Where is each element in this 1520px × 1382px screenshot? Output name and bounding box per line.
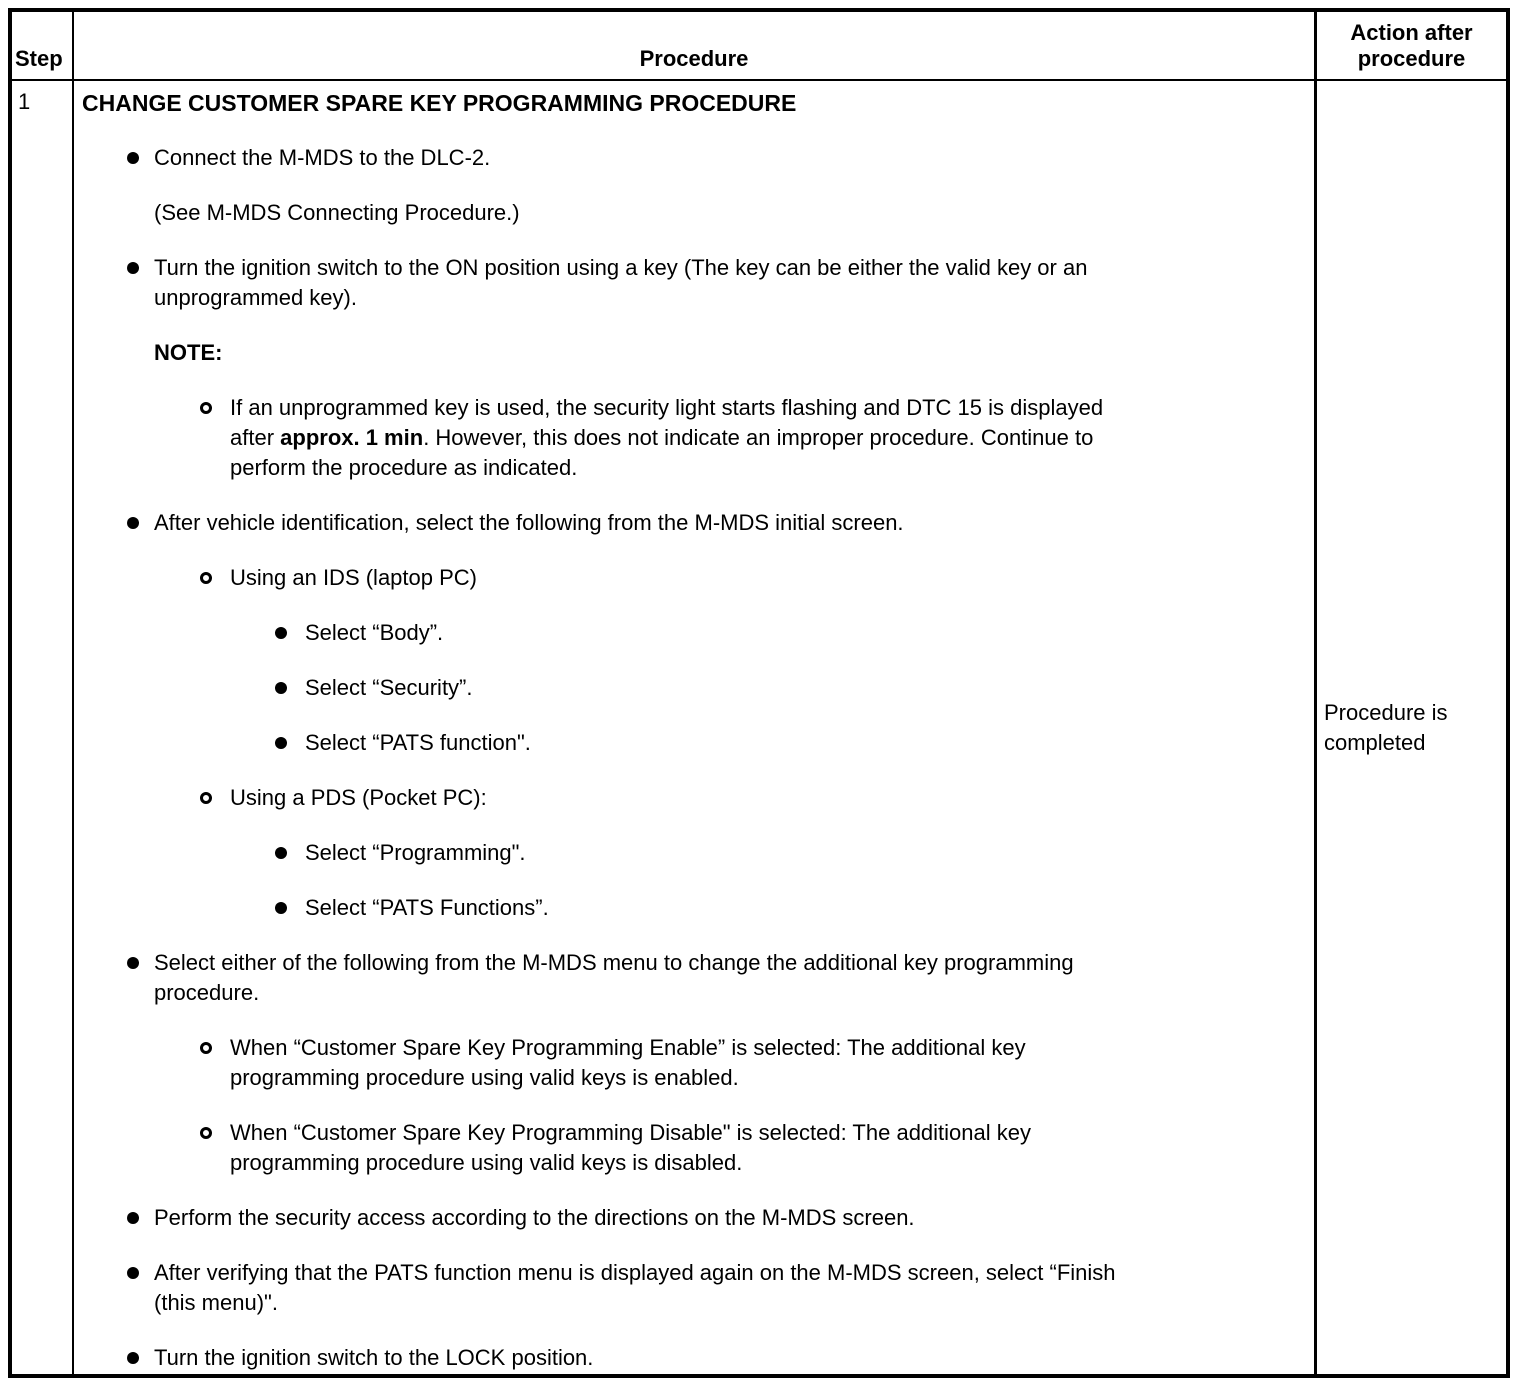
- procedure-text-line: If an unprogrammed key is used, the security light starts flashing and DTC 15 is displayed: [230, 395, 1104, 420]
- bullet-icon: [275, 737, 287, 749]
- procedure-text-line: Select “Programming".: [305, 840, 526, 865]
- procedure-text-line: Perform the security access according to the directions on the M-MDS screen.: [154, 1205, 915, 1230]
- procedure-item-b1: [80, 1258, 1302, 1318]
- procedure-item-b2: [80, 783, 1302, 813]
- bullet-icon: [127, 1267, 139, 1279]
- bullet-icon: [127, 152, 139, 164]
- procedure-item-t1: [80, 338, 1302, 368]
- procedure-item-b3: [80, 838, 1302, 868]
- procedure-text-line: programming procedure using valid keys is enabled.: [230, 1065, 739, 1090]
- procedure-text-line: After vehicle identification, select the following from the M-MDS initial screen.: [154, 510, 904, 535]
- procedure-item-b3: [80, 893, 1302, 923]
- procedure-item-b1: [80, 1343, 1302, 1373]
- procedure-item-b1: [80, 253, 1302, 313]
- column-header-procedure: [74, 12, 1317, 81]
- procedure-item-b2: [80, 563, 1302, 593]
- procedure-item-b2: [80, 1033, 1302, 1093]
- bullet-icon: [275, 847, 287, 859]
- bullet-icon: [275, 627, 287, 639]
- procedure-table: [8, 8, 1510, 1378]
- bullet-icon: [127, 262, 139, 274]
- procedure-text-line: Select either of the following from the M-MDS menu to change the additional key programming: [154, 950, 1074, 975]
- procedure-cell: [74, 81, 1317, 1374]
- procedure-text-line: Select “PATS Functions”.: [305, 895, 549, 920]
- procedure-text-line: (See M-MDS Connecting Procedure.): [154, 200, 520, 225]
- circle-bullet-icon: [200, 1042, 212, 1054]
- procedure-item-b2: [80, 393, 1302, 483]
- bullet-icon: [127, 1352, 139, 1364]
- procedure-text-line: Select “Body”.: [305, 620, 444, 645]
- procedure-item-b1: [80, 508, 1302, 538]
- procedure-text-line: Select “PATS function".: [305, 730, 531, 755]
- procedure-item-b3: [80, 673, 1302, 703]
- procedure-item-b1: [80, 948, 1302, 1008]
- procedure-text-line: NOTE:: [154, 340, 223, 365]
- circle-bullet-icon: [200, 572, 212, 584]
- bullet-icon: [127, 1212, 139, 1224]
- procedure-item-b3: [80, 618, 1302, 648]
- bullet-icon: [127, 957, 139, 969]
- procedure-text-line: Turn the ignition switch to the ON position using a key (The key can be either the valid key or an: [154, 255, 1088, 280]
- circle-bullet-icon: [200, 792, 212, 804]
- column-header-step-label: Step: [15, 46, 63, 71]
- procedure-text-line: Select “Security”.: [305, 675, 473, 700]
- step-number-cell: [12, 81, 74, 1374]
- procedure-text-line: When “Customer Spare Key Programming Disable" is selected: The additional key: [230, 1120, 1031, 1145]
- procedure-text-line: (this menu)".: [154, 1290, 278, 1315]
- procedure-item-b2: [80, 1118, 1302, 1178]
- procedure-text-line: Turn the ignition switch to the LOCK position.: [154, 1345, 594, 1370]
- procedure-text-line: procedure.: [154, 980, 260, 1005]
- procedure-item-t1: [80, 198, 1302, 228]
- procedure-text-line: Using a PDS (Pocket PC):: [230, 785, 487, 810]
- bullet-icon: [127, 517, 139, 529]
- procedure-text-line: Connect the M-MDS to the DLC-2.: [154, 145, 491, 170]
- column-header-procedure-label: Procedure: [639, 46, 749, 71]
- procedure-text-line: After verifying that the PATS function menu is displayed again on the M-MDS screen, select “Finish: [154, 1260, 1116, 1285]
- procedure-text-line: Using an IDS (laptop PC): [230, 565, 477, 590]
- procedure-item-b1: [80, 143, 1302, 173]
- column-header-action-label: Action after procedure: [1350, 20, 1473, 71]
- bullet-icon: [275, 682, 287, 694]
- column-header-step: [12, 12, 74, 81]
- column-header-action-after-procedure: [1317, 12, 1506, 81]
- action-after-procedure-cell: [1317, 81, 1506, 1374]
- step-number: 1: [18, 89, 31, 114]
- procedure-item-b3: [80, 728, 1302, 758]
- procedure-item-title: [80, 88, 1302, 118]
- procedure-text-line: perform the procedure as indicated.: [230, 455, 578, 480]
- procedure-text-line: after approx. 1 min. However, this does not indicate an improper procedure. Continue to: [230, 425, 1094, 450]
- action-after-procedure-text: Procedure is completed: [1324, 699, 1448, 755]
- circle-bullet-icon: [200, 1127, 212, 1139]
- procedure-item-b1: [80, 1203, 1302, 1233]
- procedure-text-line: unprogrammed key).: [154, 285, 357, 310]
- procedure-text-line: programming procedure using valid keys is disabled.: [230, 1150, 743, 1175]
- bullet-icon: [275, 902, 287, 914]
- procedure-text-line: CHANGE CUSTOMER SPARE KEY PROGRAMMING PROCEDURE: [82, 90, 797, 116]
- circle-bullet-icon: [200, 402, 212, 414]
- procedure-text-line: When “Customer Spare Key Programming Enable” is selected: The additional key: [230, 1035, 1026, 1060]
